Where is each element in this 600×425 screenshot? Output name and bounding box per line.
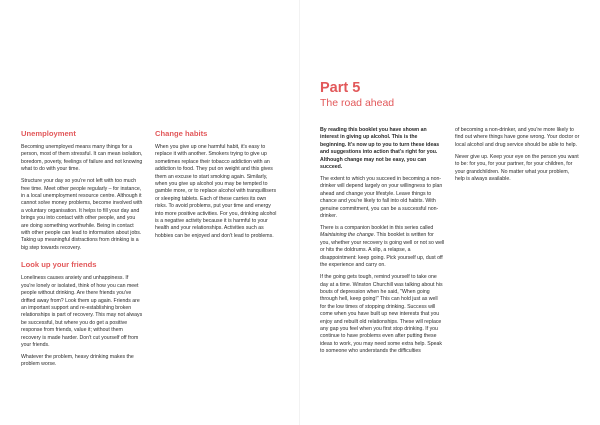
change-habits-paragraph: When you give up one harmful habit, it's easy to replace it with another. Smokers trying to give up sometimes replace their tobacco addiction with an addiction to food. They put on weight and this gives them an excuse to start smoking again. Similarly, when you give up alcohol you may be tempted to gamble more, or to replace alcohol with tranquillisers or sleeping tablets. Each of these carries its own risks. To avoid problems, put your time and energy into more positive activities. For you, drinking alcohol is a negative activity because it is harmful to your health and your relationships. Activities such as hobbies can be enjoyed and don't lead to problems. <box>155 144 277 239</box>
friends-heading: Look up your friends <box>21 260 97 270</box>
companion-text-a: There is a companion booklet in this series called <box>320 225 434 232</box>
right-column-2 <box>455 127 580 188</box>
companion-booklet-paragraph <box>320 225 445 269</box>
intro-paragraph: By reading this booklet you have shown an interest in giving up alcohol. This is the beginning. It's now up to you to turn these ideas and suggestions into action that's right for you. Although change may not be easy, you can succeed. <box>320 127 440 171</box>
unemployment-paragraph-1: Becoming unemployed means many things for a person, most of them stressful. It can mean isolation, boredom, poverty, feelings of failure and not knowing what to do with your time. <box>21 144 143 173</box>
right-column-1 <box>320 127 445 360</box>
friends-paragraph-1: Loneliness causes anxiety and unhappiness. If you're lonely or isolated, think of how you can meet people without drinking. Are there friends you've drifted away from? Look them up again. Friends are an important support and re-establishing broken relationships is part of recovery. This may not always be successful, but where you do get a positive response from friends, value it; without them recovery is made harder. Don't cut yourself off from your friends. <box>21 275 143 348</box>
part-number: Part 5 <box>320 80 361 96</box>
never-give-up-paragraph: Never give up. Keep your eye on the person you want to be: for you, for your partner, for your children, for your grandchildren. No matter what your problem, help is always available. <box>455 153 579 183</box>
page-gutter <box>299 0 300 425</box>
companion-text-b: . This booklet is written for you, whether your recovery is going well or not so well or hits the doldrums. A slip, a relapse, a disappointment: keep going. Pick yourself up, dust off the experience and carry on. <box>320 232 445 269</box>
unemployment-paragraph-2: Structure your day so you're not left with too much free time. Meet other people regularly – for instance, in a local unemployment resource centre. Although it cannot solve money problems, become involved with a voluntary organisation. It helps to fill your day and brings you into contact with other people, and you are doing something worthwhile. Being in contact with other people can lead to information about jobs. Taking up meaningful distractions from drinking is a big step towards recovery. <box>21 178 143 251</box>
part-title: The road ahead <box>320 97 395 109</box>
left-column-2 <box>155 129 278 245</box>
unemployment-heading: Unemployment <box>21 129 76 138</box>
companion-booklet-title: Maintaining the change <box>320 232 374 239</box>
left-column-1 <box>21 129 143 373</box>
success-paragraph: The extent to which you succeed in becoming a non-drinker will depend largely on your willingness to plan ahead and change your lifestyle. Leave things to chance and you're likely to fall into old habits. With genuine commitment, you can be a successful non-drinker. <box>320 176 443 220</box>
friends-paragraph-2: Whatever the problem, heavy drinking makes the problem worse. <box>21 353 134 368</box>
non-drinker-paragraph: of becoming a non-drinker, and you're more likely to find out where things have gone wrong. Your doctor or local alcohol and drug service should be able to help. <box>455 127 580 148</box>
change-habits-heading: Change habits <box>155 129 208 138</box>
going-tough-paragraph: If the going gets tough, remind yourself to take one day at a time. Winston Churchill was talking about his bouts of depression when he said, "When going through hell, keep going!" This can hold just as well for the low times of stopping drinking. Success will come when you have built up new interests that you enjoy and rebuilt old relationships. These will replace any gap you feel when you first stop drinking. If you continue to have problems even after putting these ideas to work, you may need some extra help. Speak to someone who understands the difficulties <box>320 274 443 355</box>
